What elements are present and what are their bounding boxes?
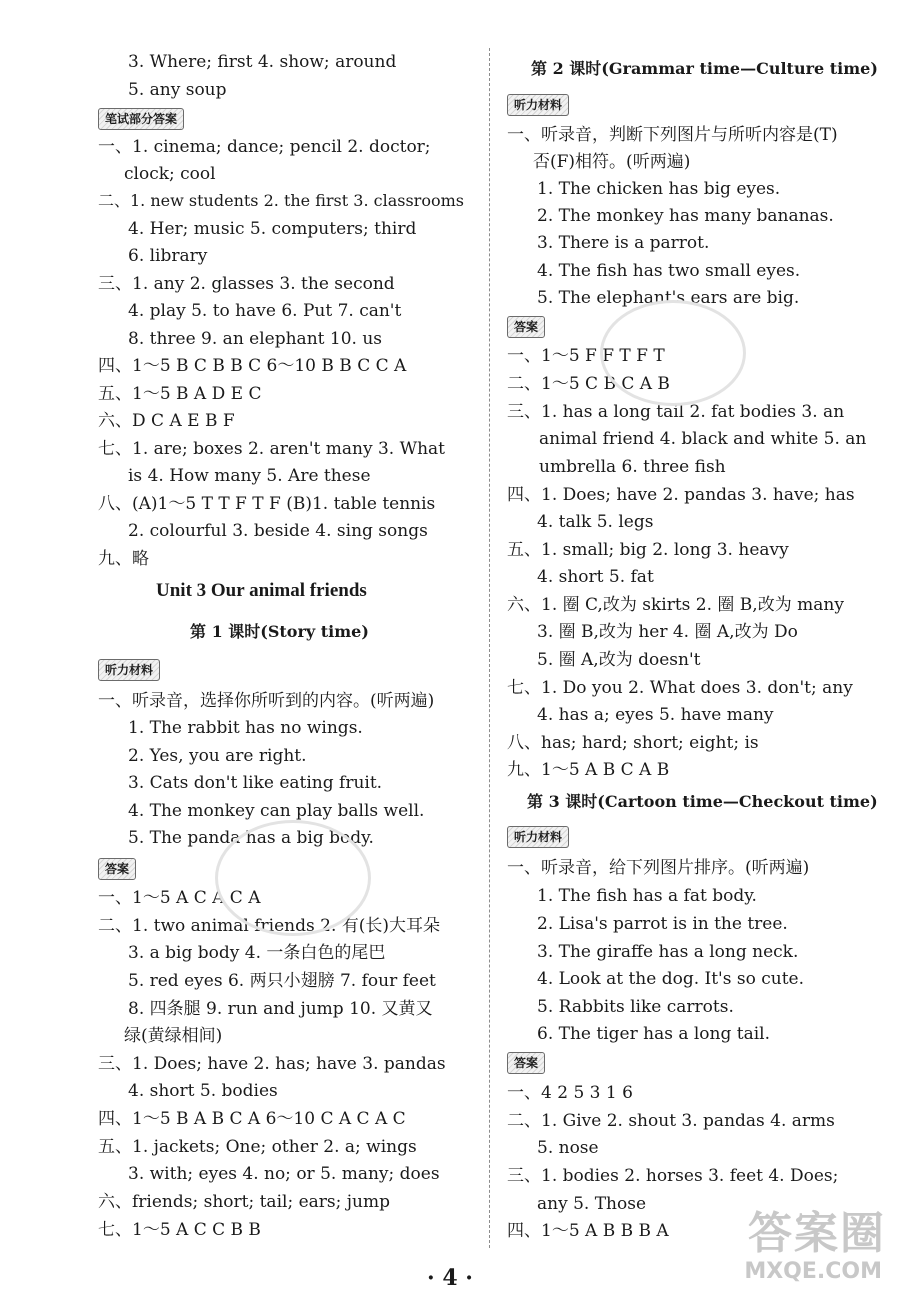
answer-line: 四、1～5 A B B B A xyxy=(507,1221,669,1241)
faint-stamp xyxy=(600,300,746,406)
listening-line: 3. There is a parrot. xyxy=(537,233,710,253)
answer-line: 8. three 9. an elephant 10. us xyxy=(128,329,382,349)
answer-line: 一、1～5 F F T F T xyxy=(507,346,665,366)
section-tag-written-answers: 笔试部分答案 xyxy=(98,108,184,130)
answer-line: 六、friends; short; tail; ears; jump xyxy=(98,1192,390,1212)
answer-line: 七、1～5 A C C B B xyxy=(98,1220,261,1240)
answer-line: 3. with; eyes 4. no; or 5. many; does xyxy=(128,1164,440,1184)
answer-line: 4. talk 5. legs xyxy=(537,512,654,532)
answer-line: umbrella 6. three fish xyxy=(539,457,726,477)
answer-line: 3. 圈 B,改为 her 4. 圈 A,改为 Do xyxy=(537,622,798,642)
answer-line: 八、has; hard; short; eight; is xyxy=(507,733,759,753)
answer-line: 五、1. jackets; One; other 2. a; wings xyxy=(98,1137,417,1157)
answer-line: 二、1. new students 2. the first 3. classrooms xyxy=(98,191,464,210)
answer-line: 三、1. Does; have 2. has; have 3. pandas xyxy=(98,1054,446,1074)
listening-line: 5. The panda has a big body. xyxy=(128,828,374,848)
answer-line: 六、D C A E B F xyxy=(98,411,235,431)
answer-line: 九、1～5 A B C A B xyxy=(507,760,670,780)
answer-line: 5. red eyes 6. 两只小翅膀 7. four feet xyxy=(128,971,436,991)
watermark-url: MXQE.COM xyxy=(744,1259,882,1284)
answer-line: 九、略 xyxy=(98,549,149,569)
answer-line: 一、1～5 A C A C A xyxy=(98,888,261,908)
answer-line: 二、1. two animal friends 2. 有(长)大耳朵 xyxy=(98,916,441,936)
listening-line: 3. The giraffe has a long neck. xyxy=(537,942,799,962)
answer-line: 4. Her; music 5. computers; third xyxy=(128,219,417,239)
exercise-instruction: 一、听录音，判断下列图片与所听内容是(T) xyxy=(507,125,838,145)
exercise-instruction: 否(F)相符。(听两遍) xyxy=(533,152,691,172)
listening-line: 3. Cats don't like eating fruit. xyxy=(128,773,383,793)
section-tag-listening: 听力材料 xyxy=(507,826,569,848)
answer-line: 三、1. bodies 2. horses 3. feet 4. Does; xyxy=(507,1166,839,1186)
answer-line: 8. 四条腿 9. run and jump 10. 又黄又 xyxy=(128,999,433,1019)
answer-line: 3. a big body 4. 一条白色的尾巴 xyxy=(128,943,386,963)
answer-line: 绿(黄绿相间) xyxy=(124,1026,223,1046)
answer-line: 4. short 5. fat xyxy=(537,567,654,587)
answer-line: is 4. How many 5. Are these xyxy=(128,466,371,486)
answer-line: 5. 圈 A,改为 doesn't xyxy=(537,650,701,670)
answer-line: 5. nose xyxy=(537,1138,599,1158)
answer-line: 4. play 5. to have 6. Put 7. can't xyxy=(128,301,402,321)
answer-line: 四、1. Does; have 2. pandas 3. have; has xyxy=(507,485,855,505)
lesson-title: 第 3 课时(Cartoon time—Checkout time) xyxy=(527,792,878,811)
listening-line: 6. The tiger has a long tail. xyxy=(537,1024,771,1044)
listening-line: 2. Yes, you are right. xyxy=(128,746,307,766)
answer-line: 六、1. 圈 C,改为 skirts 2. 圈 B,改为 many xyxy=(507,595,844,615)
answer-line: 一、4 2 5 3 1 6 xyxy=(507,1083,633,1103)
text-line: 5. any soup xyxy=(128,80,227,100)
listening-line: 1. The rabbit has no wings. xyxy=(128,718,363,738)
page-number: · 4 · xyxy=(427,1265,473,1291)
listening-line: 2. The monkey has many bananas. xyxy=(537,206,834,226)
answer-line: 七、1. Do you 2. What does 3. don't; any xyxy=(507,678,853,698)
answer-line: 七、1. are; boxes 2. aren't many 3. What xyxy=(98,439,445,459)
section-tag-answers: 答案 xyxy=(98,858,136,880)
listening-line: 4. Look at the dog. It's so cute. xyxy=(537,969,804,989)
section-tag-listening: 听力材料 xyxy=(507,94,569,116)
answer-line: 二、1. Give 2. shout 3. pandas 4. arms xyxy=(507,1111,835,1131)
answer-line: 三、1. any 2. glasses 3. the second xyxy=(98,274,395,294)
listening-line: 2. Lisa's parrot is in the tree. xyxy=(537,914,788,934)
answer-line: 五、1. small; big 2. long 3. heavy xyxy=(507,540,789,560)
answer-line: any 5. Those xyxy=(537,1194,647,1214)
answer-line: 2. colourful 3. beside 4. sing songs xyxy=(128,521,428,541)
answer-line: 八、(A)1～5 T T F T F (B)1. table tennis xyxy=(98,494,436,514)
answer-line: 4. has a; eyes 5. have many xyxy=(537,705,774,725)
site-watermark xyxy=(716,1209,886,1289)
answer-line: 四、1～5 B A B C A 6～10 C A C A C xyxy=(98,1109,406,1129)
listening-line: 5. The elephant's ears are big. xyxy=(537,288,800,308)
column-divider xyxy=(489,48,490,1248)
section-tag-answers: 答案 xyxy=(507,316,545,338)
watermark-logo: 答案圈 xyxy=(748,1208,886,1259)
unit-title: Unit 3 Our animal friends xyxy=(156,580,367,601)
section-tag-listening: 听力材料 xyxy=(98,659,160,681)
listening-line: 5. Rabbits like carrots. xyxy=(537,997,734,1017)
answer-line: clock; cool xyxy=(124,164,216,184)
lesson-title: 第 2 课时(Grammar time—Culture time) xyxy=(531,59,878,78)
text-line: 3. Where; first 4. show; around xyxy=(128,52,397,72)
exercise-instruction: 一、听录音，选择你所听到的内容。(听两遍) xyxy=(98,691,435,711)
listening-line: 4. The fish has two small eyes. xyxy=(537,261,801,281)
faint-stamp xyxy=(215,820,371,936)
answer-line: 一、1. cinema; dance; pencil 2. doctor; xyxy=(98,137,431,157)
answer-line: 四、1～5 B C B B C 6～10 B B C C A xyxy=(98,356,407,376)
answer-line: 二、1～5 C B C A B xyxy=(507,374,670,394)
answer-line: animal friend 4. black and white 5. an xyxy=(539,429,867,449)
answer-line: 三、1. has a long tail 2. fat bodies 3. an xyxy=(507,402,845,422)
exercise-instruction: 一、听录音，给下列图片排序。(听两遍) xyxy=(507,858,810,878)
listening-line: 4. The monkey can play balls well. xyxy=(128,801,425,821)
answer-line: 4. short 5. bodies xyxy=(128,1081,278,1101)
lesson-title: 第 1 课时(Story time) xyxy=(190,622,369,641)
section-tag-answers: 答案 xyxy=(507,1052,545,1074)
answer-line: 6. library xyxy=(128,246,208,266)
listening-line: 1. The chicken has big eyes. xyxy=(537,179,781,199)
listening-line: 1. The fish has a fat body. xyxy=(537,886,757,906)
answer-line: 五、1～5 B A D E C xyxy=(98,384,262,404)
